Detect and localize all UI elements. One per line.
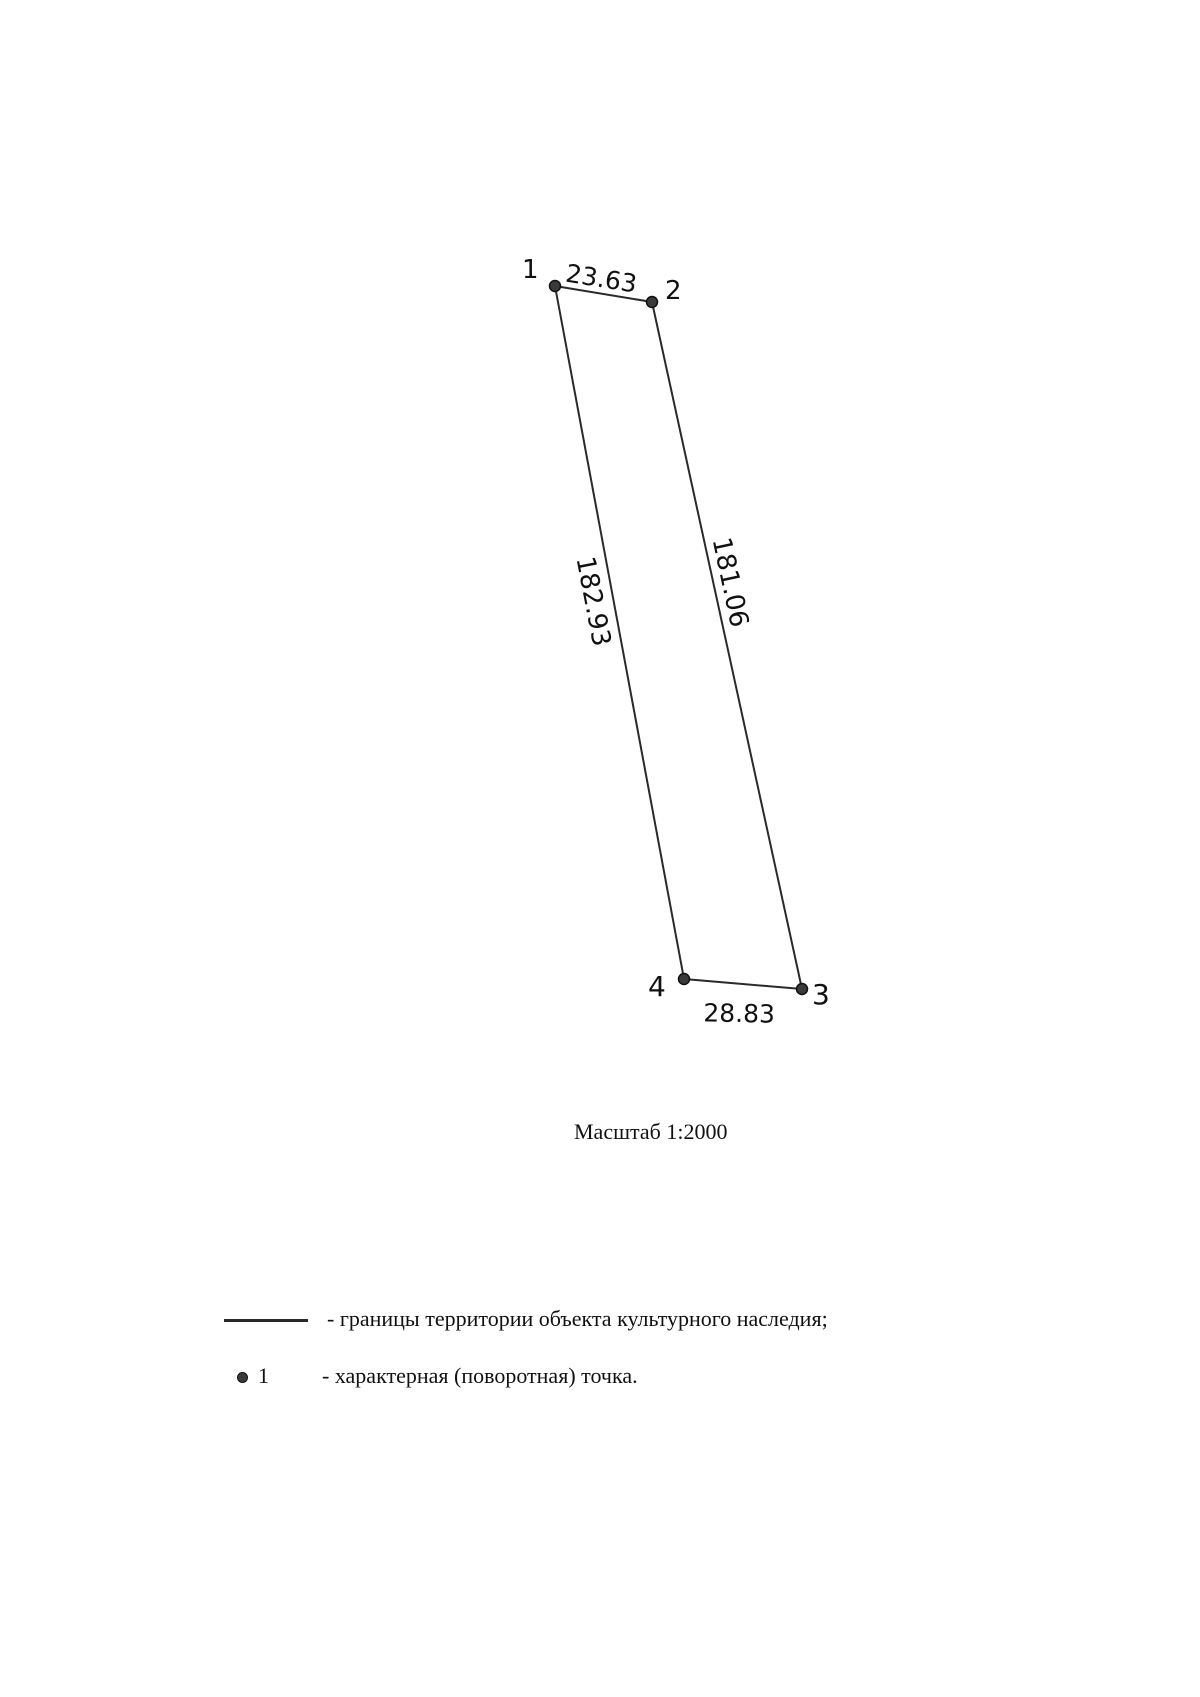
segment-length-1-2: 23.63 bbox=[563, 258, 639, 299]
point-label-3: 3 bbox=[812, 978, 830, 1011]
legend-point-number: 1 bbox=[258, 1363, 269, 1388]
segment-length-2-3: 181.06 bbox=[705, 534, 754, 630]
boundary-edge-4-1 bbox=[555, 286, 684, 979]
turning-point-3 bbox=[797, 984, 808, 995]
turning-point-4 bbox=[679, 974, 690, 985]
segment-length-4-1: 182.93 bbox=[569, 553, 617, 649]
point-label-2: 2 bbox=[665, 276, 682, 306]
legend-item-point bbox=[0, 1358, 1200, 1398]
point-dot-swatch bbox=[237, 1372, 248, 1383]
legend-point-text: - характерная (поворотная) точка. bbox=[322, 1363, 638, 1388]
boundary-edge-3-4 bbox=[684, 979, 802, 989]
point-label-1: 1 bbox=[522, 255, 539, 285]
scale-caption: Масштаб 1:2000 bbox=[574, 1119, 728, 1144]
boundary-line-swatch bbox=[224, 1319, 308, 1322]
point-label-4: 4 bbox=[648, 970, 666, 1003]
turning-point-2 bbox=[647, 297, 658, 308]
legend-boundary-text: - границы территории объекта культурного наследия; bbox=[327, 1306, 828, 1331]
legend-item-boundary bbox=[0, 1301, 1200, 1341]
turning-point-1 bbox=[550, 281, 561, 292]
boundary-edge-2-3 bbox=[652, 302, 802, 989]
segment-length-3-4: 28.83 bbox=[703, 998, 776, 1029]
